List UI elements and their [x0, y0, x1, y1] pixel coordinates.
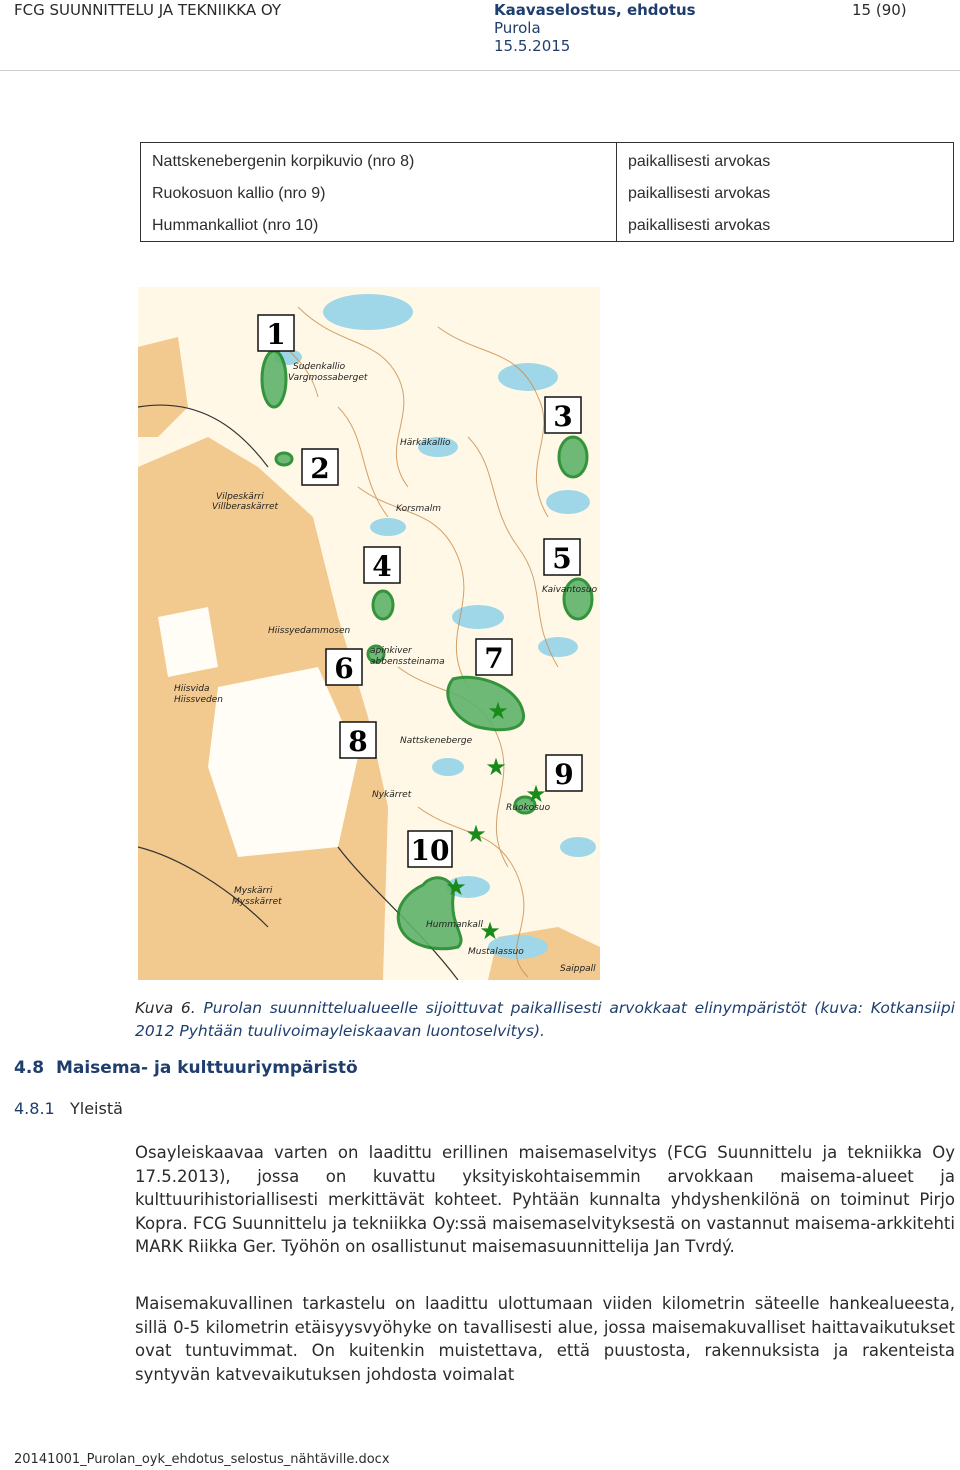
place-name: Hiissyedammosen	[268, 626, 351, 636]
document-date: 15.5.2015	[494, 37, 571, 55]
habitat-value: paikallisesti arvokas	[628, 217, 771, 234]
habitat-name: Ruokosuon kallio (nro 9)	[152, 185, 326, 202]
body-paragraph: Osayleiskaavaa varten on laadittu erillinen maisemaselvitys (FCG Suunnittelu ja tekniikka Oy 17.5.2013), jossa on kuvattu yksityiskohtaisemmin arvokkaan maisema-alueet ja kulttuurihistoriallisesti merkittävät kohteet. Pyhtään kunnalta yhdyshenkilönä on toiminut Pirjo Kopra. FCG Suunnittelu ja tekniikka Oy:ssä maisemaselvityksestä on vastannut maisema-arkkitehti MARK Riikka Ger. Työhön on osallistunut maisemasuunnittelija Jan Tvrdý.	[135, 1143, 955, 1257]
table-column-divider	[616, 142, 617, 242]
marker-2: 2	[310, 452, 330, 485]
marker-5: 5	[552, 542, 572, 575]
page-number: 15 (90)	[852, 1, 907, 19]
lake	[370, 518, 406, 536]
header-divider	[0, 70, 960, 71]
habitat-1	[262, 351, 286, 407]
document-title: Kaavaselostus, ehdotus	[494, 1, 696, 19]
marker-4: 4	[372, 550, 392, 583]
marker-7: 7	[484, 642, 504, 675]
habitat-3	[559, 437, 587, 477]
place-name: Härkäkallio	[400, 438, 451, 448]
star-icon: ★	[487, 697, 509, 725]
caption-label: Kuva 6.	[135, 999, 196, 1017]
body-paragraph: Maisemakuvallinen tarkastelu on laadittu ulottumaan viiden kilometrin säteelle hankealueesta, sillä 0-5 kilometrin etäisyysvyöhyke on tavallisesti alue, jossa maisemakuvalliset haittavaikutukset ovat tuntuvimmat. On kuitenkin muistettava, että puustosta, rakennuksista ja rakenteista syntyvän katvevaikutuksen johdosta voimalat	[135, 1294, 955, 1384]
lake	[546, 490, 590, 514]
subsection-title: Yleistä	[69, 1099, 123, 1118]
company-name: FCG SUUNNITTELU JA TEKNIIKKA OY	[14, 1, 282, 19]
table-row	[140, 178, 955, 210]
place-name: Villberaskärret	[212, 502, 279, 512]
table-row	[140, 142, 955, 178]
section-title: Maisema- ja kulttuuriympäristö	[55, 1058, 358, 1078]
caption-text: Purolan suunnittelualueelle sijoittuvat paikallisesti arvokkaat elinympäristöt (kuva: Kotkansiipi 2012 Pyhtään tuulivoimayleiskaavan luontoselvitys).	[135, 999, 956, 1040]
habitats-table	[140, 142, 955, 242]
place-name: Hiissveden	[174, 695, 223, 705]
place-name: abbenssteinama	[370, 657, 445, 667]
habitat-8	[448, 677, 524, 730]
place-name: Nattskeneberge	[400, 736, 473, 746]
place-name: Saippall	[560, 964, 596, 974]
star-icon: ★	[485, 753, 507, 781]
place-name: Mustalassuo	[468, 947, 524, 957]
page-footer: 20141001_Purolan_oyk_ehdotus_selostus_nähtäville.docx	[14, 1452, 390, 1467]
habitat-4	[373, 591, 393, 619]
marker-9: 9	[554, 758, 574, 791]
lake	[323, 294, 413, 330]
section-number: 4.8	[14, 1058, 45, 1078]
habitat-name: Nattskenebergenin korpikuvio (nro 8)	[152, 153, 415, 170]
place-name: Myskärri	[234, 886, 273, 896]
page-header	[0, 0, 960, 58]
subsection-number: 4.8.1	[14, 1099, 55, 1118]
place-name: Korsmalm	[396, 504, 442, 514]
place-name: apinkiver	[370, 646, 412, 656]
habitat-2	[276, 453, 292, 465]
place-name: Kaivantosuo	[542, 585, 598, 595]
star-icon: ★	[479, 917, 501, 945]
lake	[538, 637, 578, 657]
table-row	[140, 210, 955, 242]
place-name: Mysskärret	[232, 897, 282, 907]
field-area	[138, 337, 188, 437]
place-name: Nykärret	[372, 790, 412, 800]
habitat-map	[138, 287, 600, 980]
habitat-value: paikallisesti arvokas	[628, 153, 771, 170]
marker-1: 1	[266, 318, 286, 351]
star-icon: ★	[465, 820, 487, 848]
place-name: Sudenkallio	[293, 362, 346, 372]
star-icon: ★	[445, 873, 467, 901]
clearing	[158, 607, 218, 677]
place-name: Ruokosuo	[506, 803, 551, 813]
subsection-heading	[14, 1099, 123, 1118]
lake	[560, 837, 596, 857]
marker-10: 10	[410, 834, 450, 867]
place-name: Vilpeskärri	[216, 492, 264, 502]
project-place: Purola	[494, 19, 541, 37]
section-heading	[14, 1058, 358, 1078]
star-icon: ★	[525, 780, 547, 808]
lake	[432, 758, 464, 776]
figure-caption	[135, 997, 955, 1043]
habitat-value: paikallisesti arvokas	[628, 185, 771, 202]
place-name: Hiisvida	[174, 684, 210, 694]
place-name: Hummankall	[426, 920, 483, 930]
map-canvas	[138, 287, 600, 980]
marker-3: 3	[553, 400, 573, 433]
lake	[498, 363, 558, 391]
marker-8: 8	[348, 725, 368, 758]
document-info	[494, 1, 696, 55]
marker-6: 6	[334, 652, 354, 685]
place-name: Vargmossaberget	[288, 373, 368, 383]
habitat-name: Hummankalliot (nro 10)	[152, 217, 319, 234]
species-stars	[445, 697, 547, 945]
